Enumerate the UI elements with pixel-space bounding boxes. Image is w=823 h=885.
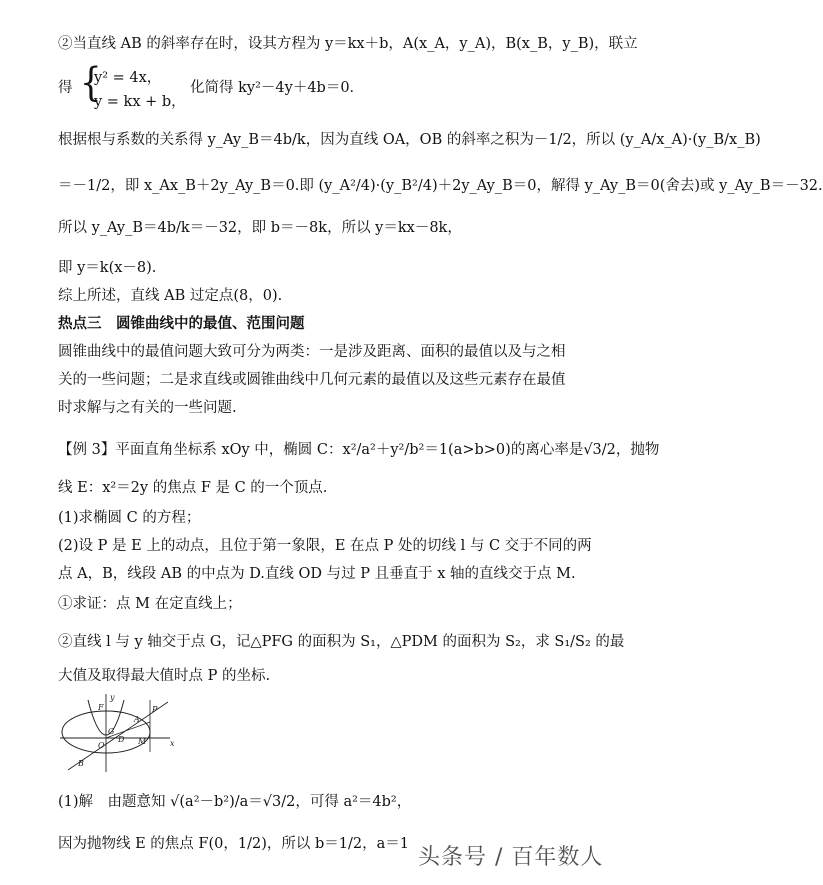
text-line: 关的一些问题；二是求直线或圆锥曲线中几何元素的最值以及这些元素存在最值 — [58, 372, 566, 388]
label-x: x — [170, 739, 175, 748]
text-line: 化简得 ky²－4y＋4b＝0． — [190, 80, 365, 96]
label-m: M — [138, 737, 147, 746]
text-line: (1)解 由题意知 √(a²－b²)/a＝√3/2，可得 a²＝4b²， — [58, 794, 412, 810]
watermark: 头条号 / 百年数人 — [418, 845, 604, 870]
text-line: (2)设 P 是 E 上的动点，且位于第一象限，E 在点 P 处的切线 l 与 C 交于不同的两 — [58, 538, 592, 554]
equation-system-row: y² = 4x， — [94, 70, 162, 86]
system-brace: { — [80, 60, 102, 106]
ellipse-parabola-figure — [58, 692, 178, 774]
text-line: 圆锥曲线中的最值问题大致可分为两类：一是涉及距离、面积的最值以及与之相 — [58, 344, 566, 360]
text-line: 线 E：x²＝2y 的焦点 F 是 C 的一个顶点. — [58, 480, 328, 496]
text-line: 因为抛物线 E 的焦点 F(0，1/2)，所以 b＝1/2，a＝1 — [58, 836, 409, 852]
equation-system-row: y = kx + b， — [94, 94, 186, 110]
text-line: 点 A，B，线段 AB 的中点为 D.直线 OD 与过 P 且垂直于 x 轴的直线交于点 M. — [58, 566, 576, 582]
text-line-prefix: 得 — [58, 80, 73, 96]
text-line: ＝－1/2，即 x_Ax_B＋2y_Ay_B＝0.即 (y_A²/4)·(y_B²/4)＋2y_Ay_B＝0，解得 y_Ay_B＝0(舍去)或 y_Ay_B＝－32. — [58, 178, 823, 194]
section-heading: 热点三 圆锥曲线中的最值、范围问题 — [58, 316, 305, 332]
label-d: D — [118, 735, 125, 744]
label-f: F — [98, 703, 104, 712]
text-line: 【例 3】平面直角坐标系 xOy 中，椭圆 C：x²/a²＋y²/b²＝1(a>b>0)的离心率是√3/2，抛物 — [58, 442, 660, 458]
text-line: ②当直线 AB 的斜率存在时，设其方程为 y＝kx＋b，A(x_A，y_A)，B(x_B，y_B)，联立 — [58, 36, 638, 52]
text-line: (1)求椭圆 C 的方程； — [58, 510, 201, 526]
text-line: ②直线 l 与 y 轴交于点 G，记△PFG 的面积为 S₁，△PDM 的面积为 S₂，求 S₁/S₂ 的最 — [58, 634, 625, 650]
label-p: P — [152, 705, 158, 714]
text-line: 所以 y_Ay_B＝4b/k＝－32，即 b＝－8k，所以 y＝kx－8k， — [58, 220, 462, 236]
label-a: A — [134, 715, 140, 724]
label-o: O — [98, 741, 105, 750]
text-line: 大值及取得最大值时点 P 的坐标. — [58, 668, 271, 684]
text-line: 即 y＝k(x－8). — [58, 260, 157, 276]
text-line: 综上所述，直线 AB 过定点(8，0). — [58, 288, 283, 304]
label-b: B — [78, 759, 84, 768]
text-line: 根据根与系数的关系得 y_Ay_B＝4b/k，因为直线 OA，OB 的斜率之积为－1/2，所以 (y_A/x_A)·(y_B/x_B) — [58, 132, 761, 148]
text-line: ①求证：点 M 在定直线上； — [58, 596, 242, 612]
text-line: 时求解与之有关的一些问题. — [58, 400, 237, 416]
label-g: G — [108, 727, 115, 736]
label-y: y — [110, 693, 115, 702]
